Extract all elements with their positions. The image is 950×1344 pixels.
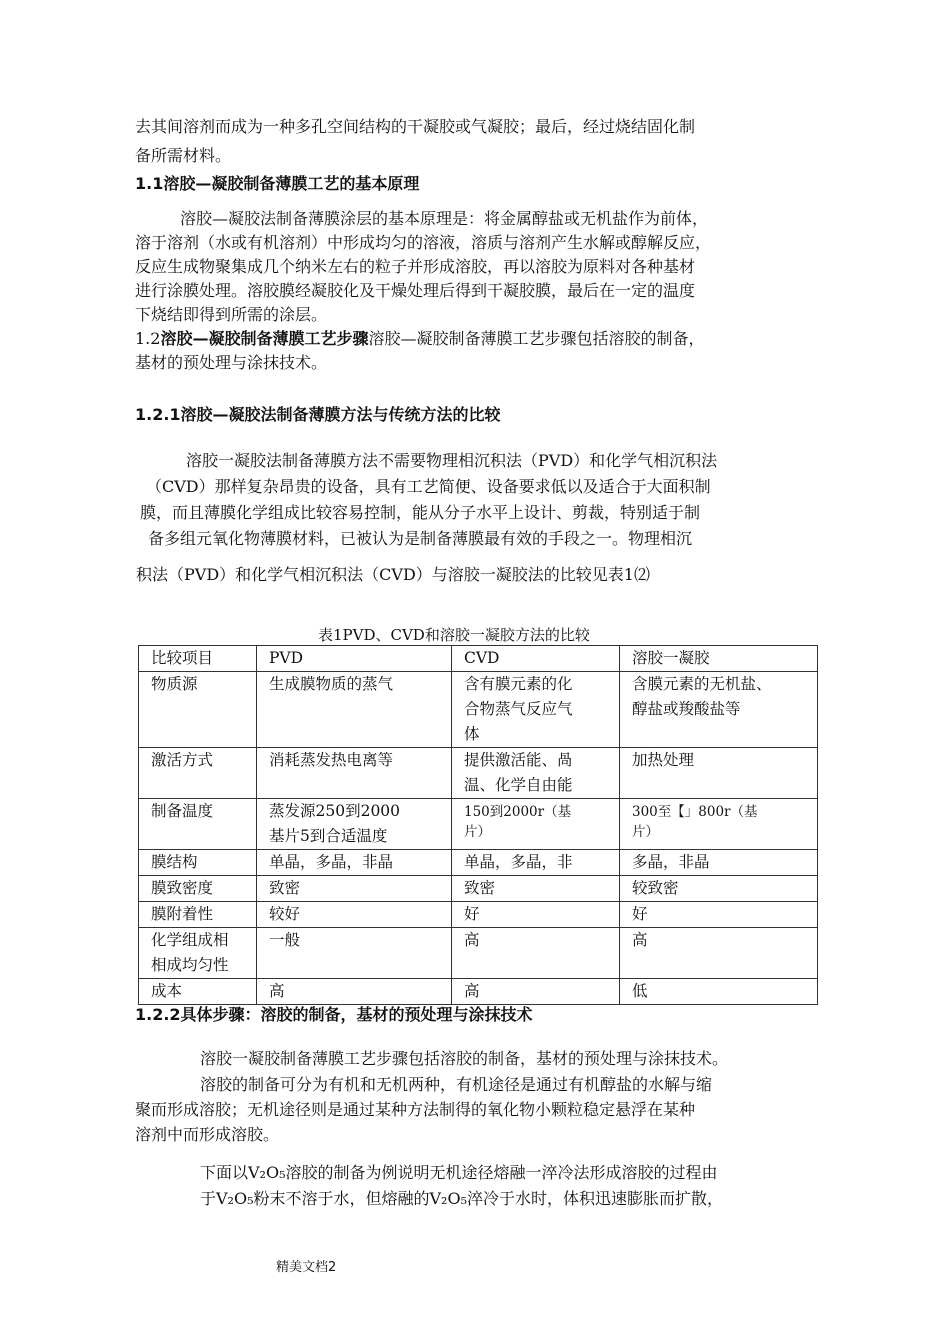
section-heading-1-2-1: 1.2.1溶胶—凝胶法制备薄膜方法与传统方法的比较 bbox=[135, 405, 501, 424]
table-row bbox=[139, 902, 818, 928]
paragraph-line: 进行涂膜处理。溶胶膜经凝胶化及干燥处理后得到干凝胶膜，最后在一定的温度 bbox=[135, 281, 696, 300]
table-cell: 300至【」800r（基 片） bbox=[620, 799, 818, 850]
table-header-cell: CVD bbox=[452, 646, 620, 672]
table-cell: 单晶，多晶，非晶 bbox=[257, 850, 452, 876]
paragraph-line: 备多组元氧化物薄膜材料，已被认为是制备薄膜最有效的手段之一。物理相沉 bbox=[148, 529, 693, 548]
table-header-cell: 溶胶一凝胶 bbox=[620, 646, 818, 672]
table-row bbox=[139, 748, 818, 799]
table-cell: 低 bbox=[620, 979, 818, 1005]
table-cell: 含有膜元素的化 合物蒸气反应气 体 bbox=[452, 672, 620, 748]
table-header-cell: 比较项目 bbox=[139, 646, 257, 672]
comparison-table bbox=[138, 645, 818, 1005]
intro-line: 备所需材料。 bbox=[135, 146, 232, 165]
table-cell: 较致密 bbox=[620, 876, 818, 902]
section-heading-1-2: 溶胶—凝胶制备薄膜工艺步骤 bbox=[160, 329, 369, 348]
paragraph-line: 膜，而且薄膜化学组成比较容易控制，能从分子水平上设计、剪裁，特别适于制 bbox=[140, 503, 701, 522]
table-row bbox=[139, 876, 818, 902]
table-cell: 150到2000r（基 片） bbox=[452, 799, 620, 850]
table-cell: 生成膜物质的蒸气 bbox=[257, 672, 452, 748]
table-cell: 多晶，非晶 bbox=[620, 850, 818, 876]
table-cell: 加热处理 bbox=[620, 748, 818, 799]
paragraph-line: 下烧结即得到所需的涂层。 bbox=[135, 305, 328, 324]
table-caption: 表1PVD、CVD和溶胶一凝胶方法的比较 bbox=[318, 626, 590, 644]
table-cell: 一般 bbox=[257, 928, 452, 979]
paragraph-line: 基材的预处理与涂抹技术。 bbox=[135, 353, 328, 372]
section-1-2-line bbox=[135, 326, 820, 352]
table-cell: 致密 bbox=[257, 876, 452, 902]
table-cell: 物质源 bbox=[139, 672, 257, 748]
table-cell: 单晶，多晶，非 bbox=[452, 850, 620, 876]
table-cell: 致密 bbox=[452, 876, 620, 902]
table-row bbox=[139, 850, 818, 876]
paragraph-line: 溶胶一凝胶法制备薄膜方法不需要物理相沉积法（PVD）和化学气相沉积法 bbox=[186, 451, 718, 470]
paragraph-line: 溶于溶剂（水或有机溶剂）中形成均匀的溶液，溶质与溶剂产生水解或醇解反应， bbox=[135, 233, 712, 252]
section-text: 溶胶—凝胶制备薄膜工艺步骤包括溶胶的制备， bbox=[368, 329, 705, 348]
table-cell: 高 bbox=[257, 979, 452, 1005]
table-cell: 制备温度 bbox=[139, 799, 257, 850]
section-heading-1-1: 1.1溶胶—凝胶制备薄膜工艺的基本原理 bbox=[135, 174, 420, 193]
table-cell: 膜附着性 bbox=[139, 902, 257, 928]
paragraph-line: 溶胶一凝胶制备薄膜工艺步骤包括溶胶的制备，基材的预处理与涂抹技术。 bbox=[200, 1049, 729, 1068]
table-header-cell: PVD bbox=[257, 646, 452, 672]
table-cell: 好 bbox=[620, 902, 818, 928]
paragraph-line: 聚而形成溶胶；无机途径则是通过某种方法制得的氧化物小颗粒稳定悬浮在某种 bbox=[135, 1100, 696, 1119]
table-cell: 蒸发源250到2000 基片5到合适温度 bbox=[257, 799, 452, 850]
table-cell: 含膜元素的无机盐、 醇盐或羧酸盐等 bbox=[620, 672, 818, 748]
intro-line: 去其间溶剂而成为一种多孔空间结构的干凝胶或气凝胶；最后，经过烧结固化制 bbox=[135, 117, 696, 136]
paragraph-line: （CVD）那样复杂昂贵的设备，具有工艺简便、设备要求低以及适合于大面积制 bbox=[146, 477, 711, 496]
paragraph-line: 溶剂中而形成溶胶。 bbox=[135, 1125, 280, 1144]
table-cell: 膜致密度 bbox=[139, 876, 257, 902]
table-cell: 好 bbox=[452, 902, 620, 928]
table-cell: 高 bbox=[452, 979, 620, 1005]
paragraph-line: 溶胶的制备可分为有机和无机两种，有机途径是通过有机醇盐的水解与缩 bbox=[200, 1075, 713, 1094]
paragraph-line: 下面以V₂O₅溶胶的制备为例说明无机途径熔融一淬冷法形成溶胶的过程由 bbox=[200, 1163, 718, 1182]
table-row bbox=[139, 979, 818, 1005]
page-footer: 精美文档2 bbox=[276, 1260, 337, 1275]
table-row bbox=[139, 799, 818, 850]
table-cell: 化学组成相 相成均匀性 bbox=[139, 928, 257, 979]
table-cell: 提供激活能、咼 温、化学自由能 bbox=[452, 748, 620, 799]
section-number: 1.2 bbox=[135, 329, 161, 348]
table-header-row bbox=[139, 646, 818, 672]
paragraph-line: 于V₂O₅粉末不溶于水，但熔融的V₂O₅淬冷于水时，体积迅速膨胀而扩散， bbox=[200, 1189, 724, 1208]
table-cell: 高 bbox=[452, 928, 620, 979]
paragraph-line: 积法（PVD）和化学气相沉积法（CVD）与溶胶一凝胶法的比较见表1⑵ bbox=[136, 565, 650, 584]
paragraph-line: 反应生成物聚集成几个纳米左右的粒子并形成溶胶，再以溶胶为原料对各种基材 bbox=[135, 257, 696, 276]
paragraph-line: 溶胶—凝胶法制备薄膜涂层的基本原理是：将金属醇盐或无机盐作为前体， bbox=[180, 209, 709, 228]
table-row bbox=[139, 928, 818, 979]
table-row bbox=[139, 672, 818, 748]
table-cell: 膜结构 bbox=[139, 850, 257, 876]
table-cell: 消耗蒸发热电离等 bbox=[257, 748, 452, 799]
table-cell: 激活方式 bbox=[139, 748, 257, 799]
table-cell: 成本 bbox=[139, 979, 257, 1005]
section-heading-1-2-2: 1.2.2具体步骤：溶胶的制备，基材的预处理与涂抹技术 bbox=[135, 1005, 533, 1024]
table-cell: 高 bbox=[620, 928, 818, 979]
table-cell: 较好 bbox=[257, 902, 452, 928]
